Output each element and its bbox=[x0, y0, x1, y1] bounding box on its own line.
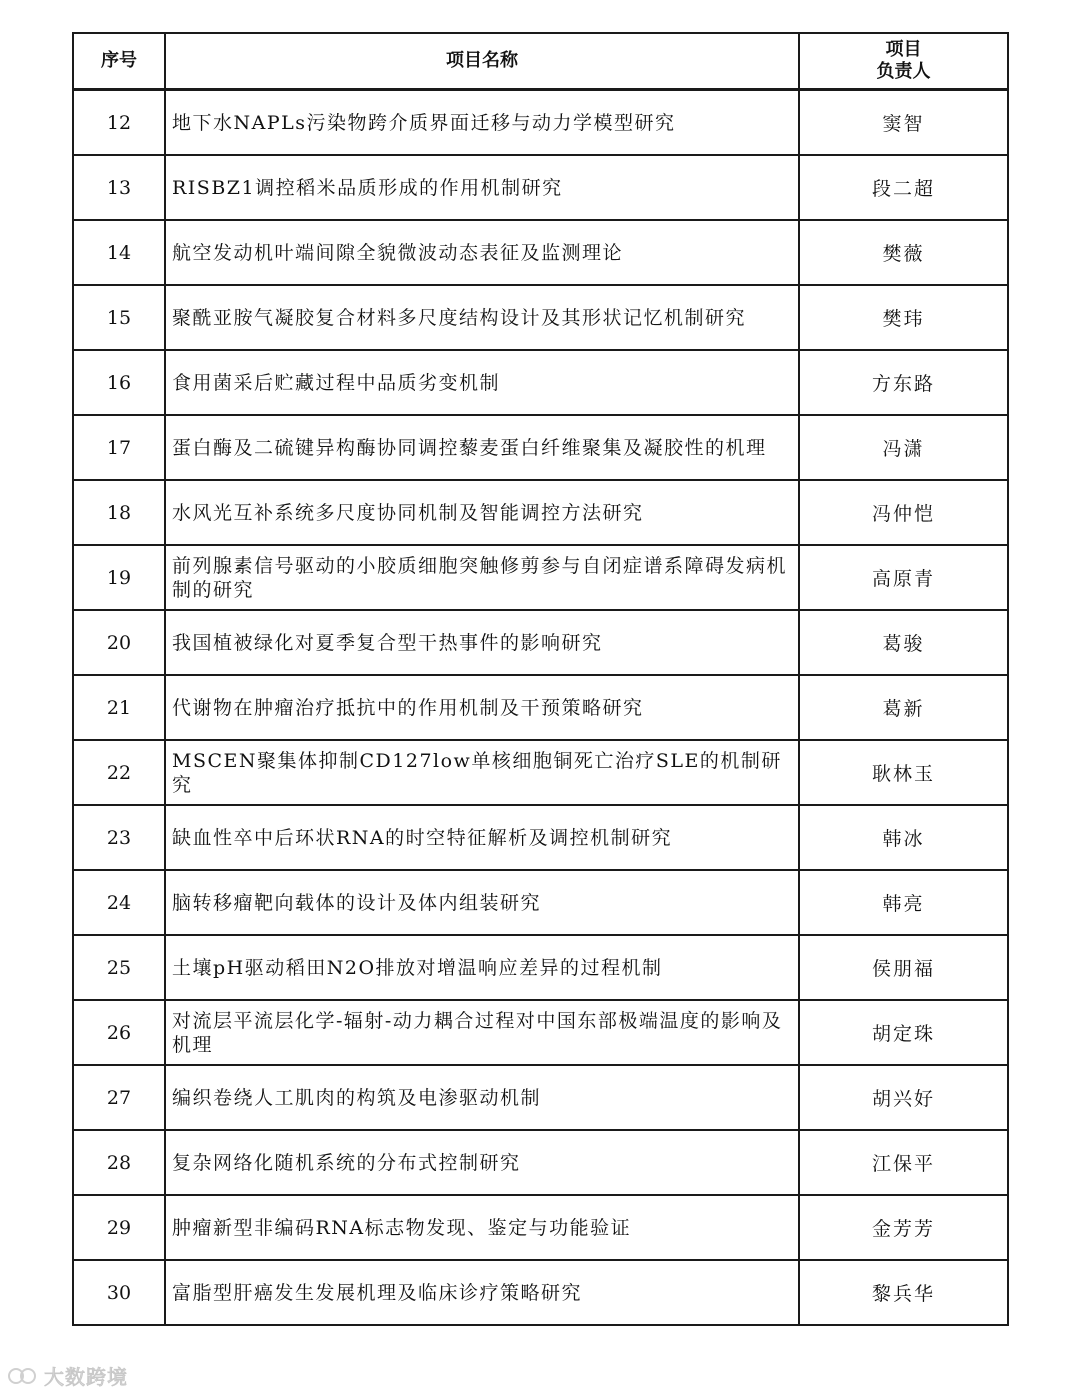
project-name-cell: 肿瘤新型非编码RNA标志物发现、鉴定与功能验证 bbox=[165, 1195, 799, 1260]
project-name-cell: 食用菌采后贮藏过程中品质劣变机制 bbox=[165, 350, 799, 415]
table-row bbox=[73, 155, 1008, 220]
project-name-cell: 聚酰亚胺气凝胶复合材料多尺度结构设计及其形状记忆机制研究 bbox=[165, 285, 799, 350]
serial-number-cell: 23 bbox=[73, 805, 165, 870]
project-name-cell: 水风光互补系统多尺度协同机制及智能调控方法研究 bbox=[165, 480, 799, 545]
table-row bbox=[73, 285, 1008, 350]
project-leader-cell: 方东路 bbox=[799, 350, 1008, 415]
project-leader-cell: 高原青 bbox=[799, 545, 1008, 610]
table-row bbox=[73, 935, 1008, 1000]
project-name-cell: 航空发动机叶端间隙全貌微波动态表征及监测理论 bbox=[165, 220, 799, 285]
serial-number-cell: 17 bbox=[73, 415, 165, 480]
table-row bbox=[73, 1130, 1008, 1195]
table-row bbox=[73, 220, 1008, 285]
project-name-cell: 脑转移瘤靶向载体的设计及体内组装研究 bbox=[165, 870, 799, 935]
table-row bbox=[73, 1260, 1008, 1325]
table-row bbox=[73, 350, 1008, 415]
watermark-text: 大数跨境 bbox=[44, 1364, 128, 1389]
project-leader-cell: 樊薇 bbox=[799, 220, 1008, 285]
serial-number-cell: 12 bbox=[73, 90, 165, 156]
serial-number-cell: 20 bbox=[73, 610, 165, 675]
project-leader-cell: 江保平 bbox=[799, 1130, 1008, 1195]
project-name-cell: 蛋白酶及二硫键异构酶协同调控藜麦蛋白纤维聚集及凝胶性的机理 bbox=[165, 415, 799, 480]
project-leader-cell: 葛骏 bbox=[799, 610, 1008, 675]
project-leader-cell: 韩亮 bbox=[799, 870, 1008, 935]
project-leader-cell: 黎兵华 bbox=[799, 1260, 1008, 1325]
project-leader-cell: 金芳芳 bbox=[799, 1195, 1008, 1260]
project-name-cell: 复杂网络化随机系统的分布式控制研究 bbox=[165, 1130, 799, 1195]
table-row bbox=[73, 1000, 1008, 1065]
header-serial-number: 序号 bbox=[73, 33, 165, 90]
project-name-cell: 编织卷绕人工肌肉的构筑及电渗驱动机制 bbox=[165, 1065, 799, 1130]
serial-number-cell: 24 bbox=[73, 870, 165, 935]
header-project-leader bbox=[799, 33, 1008, 90]
watermark bbox=[6, 1360, 128, 1390]
table-row bbox=[73, 415, 1008, 480]
table-row bbox=[73, 1195, 1008, 1260]
project-name-cell: 对流层平流层化学-辐射-动力耦合过程对中国东部极端温度的影响及机理 bbox=[165, 1000, 799, 1065]
project-name-cell: 代谢物在肿瘤治疗抵抗中的作用机制及干预策略研究 bbox=[165, 675, 799, 740]
project-leader-cell: 侯朋福 bbox=[799, 935, 1008, 1000]
project-name-cell: 缺血性卒中后环状RNA的时空特征解析及调控机制研究 bbox=[165, 805, 799, 870]
serial-number-cell: 15 bbox=[73, 285, 165, 350]
serial-number-cell: 27 bbox=[73, 1065, 165, 1130]
project-leader-cell: 段二超 bbox=[799, 155, 1008, 220]
serial-number-cell: 14 bbox=[73, 220, 165, 285]
project-leader-cell: 韩冰 bbox=[799, 805, 1008, 870]
table-row bbox=[73, 870, 1008, 935]
table-row bbox=[73, 805, 1008, 870]
project-leader-cell: 冯仲恺 bbox=[799, 480, 1008, 545]
table-row bbox=[73, 480, 1008, 545]
serial-number-cell: 21 bbox=[73, 675, 165, 740]
serial-number-cell: 29 bbox=[73, 1195, 165, 1260]
serial-number-cell: 19 bbox=[73, 545, 165, 610]
table-row bbox=[73, 1065, 1008, 1130]
project-name-cell: 前列腺素信号驱动的小胶质细胞突触修剪参与自闭症谱系障碍发病机制的研究 bbox=[165, 545, 799, 610]
project-leader-cell: 冯潇 bbox=[799, 415, 1008, 480]
table-row bbox=[73, 610, 1008, 675]
project-name-cell: 地下水NAPLs污染物跨介质界面迁移与动力学模型研究 bbox=[165, 90, 799, 156]
project-leader-cell: 樊玮 bbox=[799, 285, 1008, 350]
serial-number-cell: 13 bbox=[73, 155, 165, 220]
project-leader-cell: 耿林玉 bbox=[799, 740, 1008, 805]
logo-icon bbox=[6, 1364, 40, 1386]
project-table bbox=[72, 32, 1009, 1326]
serial-number-cell: 22 bbox=[73, 740, 165, 805]
header-project-name: 项目名称 bbox=[165, 33, 799, 90]
project-name-cell: 土壤pH驱动稻田N2O排放对增温响应差异的过程机制 bbox=[165, 935, 799, 1000]
table-row bbox=[73, 740, 1008, 805]
header-leader-line2: 负责人 bbox=[876, 61, 931, 82]
project-name-cell: 富脂型肝癌发生发展机理及临床诊疗策略研究 bbox=[165, 1260, 799, 1325]
serial-number-cell: 28 bbox=[73, 1130, 165, 1195]
header-leader-line1: 项目 bbox=[885, 39, 922, 60]
table-row bbox=[73, 90, 1008, 156]
table-row bbox=[73, 675, 1008, 740]
serial-number-cell: 26 bbox=[73, 1000, 165, 1065]
project-leader-cell: 胡定珠 bbox=[799, 1000, 1008, 1065]
table-header-row bbox=[73, 33, 1008, 90]
serial-number-cell: 25 bbox=[73, 935, 165, 1000]
serial-number-cell: 16 bbox=[73, 350, 165, 415]
project-name-cell: RISBZ1调控稻米品质形成的作用机制研究 bbox=[165, 155, 799, 220]
project-leader-cell: 葛新 bbox=[799, 675, 1008, 740]
serial-number-cell: 30 bbox=[73, 1260, 165, 1325]
project-leader-cell: 窦智 bbox=[799, 90, 1008, 156]
project-name-cell: 我国植被绿化对夏季复合型干热事件的影响研究 bbox=[165, 610, 799, 675]
serial-number-cell: 18 bbox=[73, 480, 165, 545]
project-name-cell: MSCEN聚集体抑制CD127low单核细胞铜死亡治疗SLE的机制研究 bbox=[165, 740, 799, 805]
table-row bbox=[73, 545, 1008, 610]
project-leader-cell: 胡兴好 bbox=[799, 1065, 1008, 1130]
